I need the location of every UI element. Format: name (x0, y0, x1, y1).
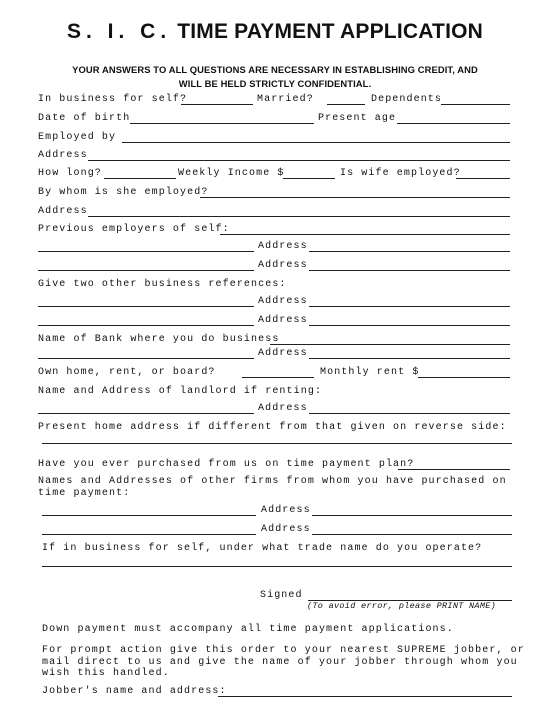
print-name-note: (To avoid error, please PRINT NAME) (307, 601, 497, 611)
row-other-firm-1 (42, 505, 514, 517)
row-trade-name (42, 543, 514, 555)
row-present-home (38, 422, 510, 434)
weekly-income-label: Weekly Income $ (178, 168, 285, 179)
own-home-field[interactable] (242, 377, 314, 378)
wife-employer-address-field[interactable] (88, 216, 510, 217)
references-label: Give two other business references: (38, 279, 287, 290)
age-label: Present age (318, 113, 397, 124)
row-reference-2 (38, 315, 510, 327)
confidential-notice-line-2: WILL BE HELD STRICTLY CONFIDENTIAL. (178, 78, 372, 89)
wife-employer-label: By whom is she employed? (38, 187, 209, 198)
previous-employer-2-name-field[interactable] (38, 270, 254, 271)
row-previous-employer-2 (38, 260, 510, 272)
bank-extra-field[interactable] (38, 358, 254, 359)
dependents-label: Dependents (371, 94, 443, 105)
dob-field[interactable] (130, 123, 314, 124)
landlord-address-field[interactable] (309, 413, 510, 414)
other-firm-1-address-label: Address (261, 505, 311, 516)
employer-address-label: Address (38, 150, 88, 161)
married-field[interactable] (327, 104, 365, 105)
reference-2-address-label: Address (258, 315, 308, 326)
row-howlong-income-wife (38, 168, 510, 180)
down-payment-note: Down payment must accompany all time payment applications. (42, 624, 454, 635)
previous-employer-2-address-field[interactable] (309, 270, 510, 271)
jobber-label: Jobber's name and address: (42, 686, 227, 697)
how-long-label: How long? (38, 168, 102, 179)
row-previous-employer-1 (38, 241, 510, 253)
jobber-field[interactable] (218, 696, 512, 697)
employer-address-field[interactable] (88, 160, 510, 161)
own-home-label: Own home, rent, or board? (38, 367, 216, 378)
employed-by-field[interactable] (122, 142, 510, 143)
trade-name-label: If in business for self, under what trade name do you operate? (42, 543, 483, 554)
previous-employers-label: Previous employers of self: (38, 224, 230, 235)
other-firm-2-address-field[interactable] (312, 534, 512, 535)
reference-1-address-field[interactable] (309, 306, 510, 307)
row-other-firm-2 (42, 524, 514, 536)
reference-2-name-field[interactable] (38, 325, 254, 326)
age-field[interactable] (397, 123, 510, 124)
monthly-rent-label: Monthly rent $ (320, 367, 420, 378)
row-employed-by (38, 132, 510, 144)
other-firm-1-address-field[interactable] (312, 515, 512, 516)
bank-name-field[interactable] (270, 344, 510, 345)
landlord-label: Name and Address of landlord if renting: (38, 386, 323, 397)
purchased-before-field[interactable] (398, 469, 510, 470)
row-reference-1 (38, 296, 510, 308)
how-long-field[interactable] (104, 178, 176, 179)
previous-employer-1-address-label: Address (258, 241, 308, 252)
title-initials: S. I. C. (66, 20, 172, 43)
dependents-field[interactable] (441, 104, 510, 105)
row-home-rent (38, 367, 510, 379)
bank-label: Name of Bank where you do business (38, 334, 280, 345)
wife-employed-field[interactable] (456, 178, 510, 179)
dob-label: Date of birth (38, 113, 131, 124)
reference-1-name-field[interactable] (38, 306, 254, 307)
row-purchased-before (38, 459, 510, 471)
row-bank (38, 334, 510, 346)
present-home-label: Present home address if different from that given on reverse side: (38, 422, 507, 433)
wife-employed-label: Is wife employed? (340, 168, 461, 179)
other-firm-2-name-field[interactable] (42, 534, 256, 535)
row-bank-address (38, 348, 510, 360)
row-business-married-dependents (38, 94, 510, 106)
married-label: Married? (257, 94, 314, 105)
row-jobber (42, 686, 512, 698)
landlord-address-label: Address (258, 403, 308, 414)
monthly-rent-field[interactable] (418, 377, 510, 378)
self-business-label: In business for self? (38, 94, 188, 105)
bank-address-label: Address (258, 348, 308, 359)
weekly-income-field[interactable] (283, 178, 335, 179)
previous-employer-1-name-field[interactable] (38, 251, 254, 252)
form-title (0, 20, 550, 44)
present-home-field[interactable] (42, 443, 512, 444)
previous-employers-field[interactable] (220, 234, 510, 235)
row-employer-address (38, 150, 510, 162)
previous-employer-1-address-field[interactable] (309, 251, 510, 252)
wife-employer-address-label: Address (38, 206, 88, 217)
reference-2-address-field[interactable] (309, 325, 510, 326)
trade-name-field[interactable] (42, 566, 512, 567)
landlord-name-field[interactable] (38, 413, 254, 414)
signed-label: Signed (260, 590, 303, 601)
confidential-notice-line-1: YOUR ANSWERS TO ALL QUESTIONS ARE NECESSARY IN ESTABLISHING CREDIT, AND (72, 64, 478, 75)
row-references (38, 279, 510, 291)
reference-1-address-label: Address (258, 296, 308, 307)
row-dob-age (38, 113, 510, 125)
row-previous-employers (38, 224, 510, 236)
other-firm-1-name-field[interactable] (42, 515, 256, 516)
self-business-field[interactable] (181, 104, 253, 105)
wife-employer-field[interactable] (200, 197, 510, 198)
row-landlord-address (38, 403, 510, 415)
row-wife-employer (38, 187, 510, 199)
title-text: TIME PAYMENT APPLICATION (171, 20, 484, 43)
other-firm-2-address-label: Address (261, 524, 311, 535)
previous-employer-2-address-label: Address (258, 260, 308, 271)
purchased-before-label: Have you ever purchased from us on time payment plan? (38, 459, 415, 470)
other-firms-label: Names and Addresses of other firms from whom you have purchased on time payment: (38, 476, 507, 499)
prompt-action-note: For prompt action give this order to your nearest SUPREME jobber, or mail direct to us and give the name of your jobber through whom you wish this handled. (42, 645, 525, 679)
employed-by-label: Employed by (38, 132, 117, 143)
row-wife-employer-address (38, 206, 510, 218)
row-landlord (38, 386, 510, 398)
bank-address-field[interactable] (309, 358, 510, 359)
